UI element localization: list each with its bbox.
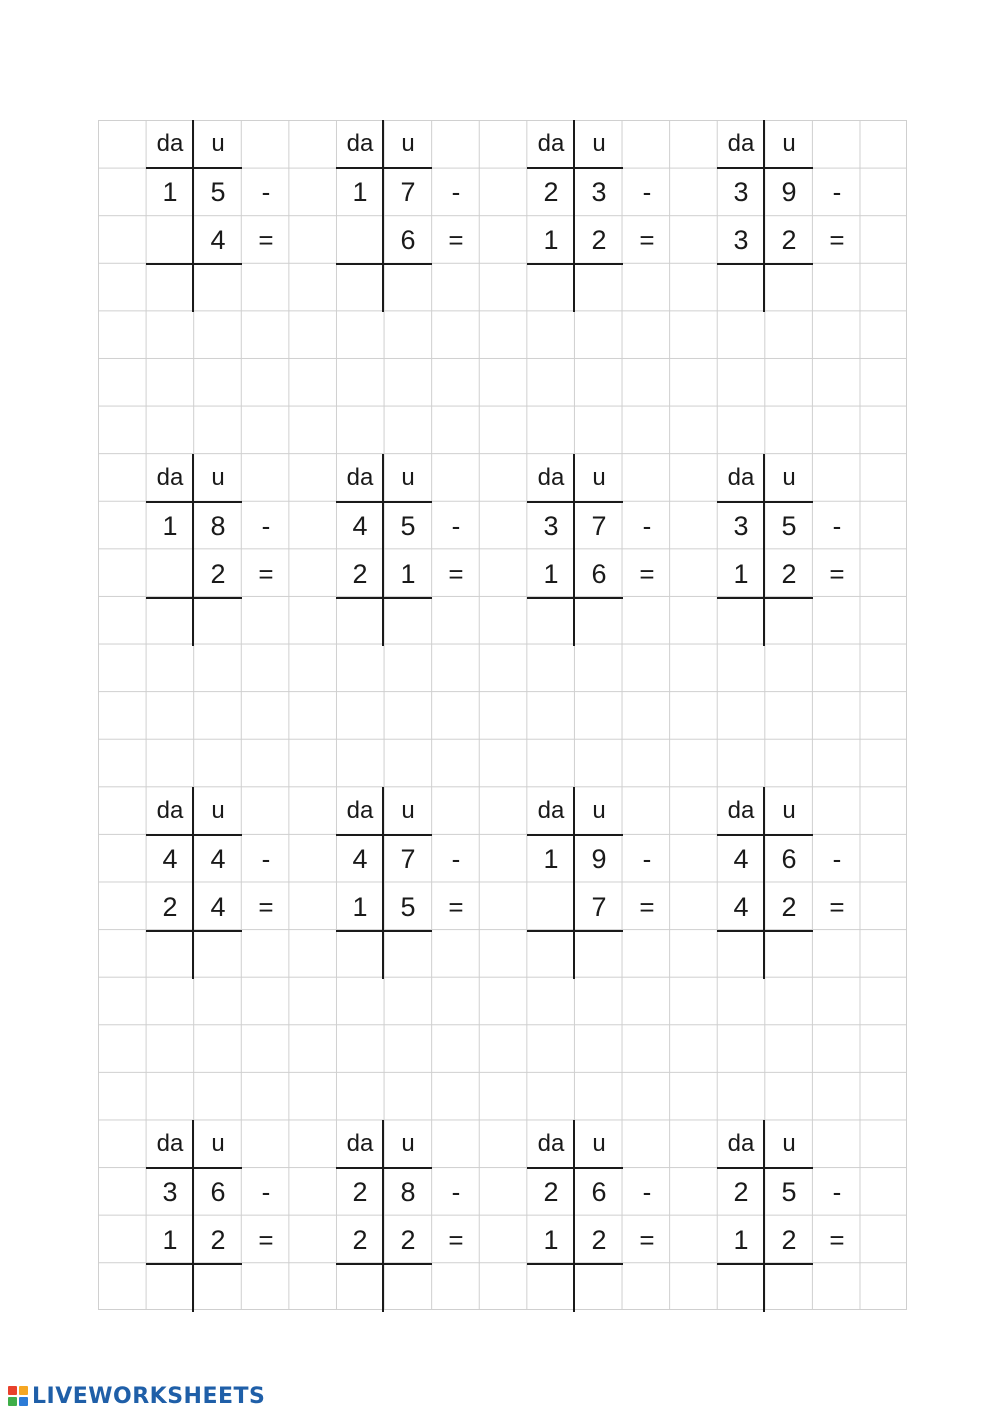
minuend-tens: 2 bbox=[543, 176, 559, 207]
equals-sign: = bbox=[639, 1225, 655, 1255]
units-header: u bbox=[401, 130, 415, 157]
units-header: u bbox=[211, 464, 225, 491]
minuend-tens: 3 bbox=[733, 176, 749, 207]
logo-blocks-icon bbox=[8, 1386, 28, 1406]
minuend-units: 5 bbox=[400, 510, 416, 541]
minuend-units: 7 bbox=[400, 176, 416, 207]
subtraction-problem bbox=[527, 120, 671, 312]
minuend-tens: 3 bbox=[162, 1176, 178, 1207]
column-divider bbox=[573, 120, 575, 312]
subtrahend-tens: 1 bbox=[162, 1224, 178, 1255]
subtrahend-tens: 1 bbox=[352, 891, 368, 922]
units-header: u bbox=[211, 130, 225, 157]
subtrahend-tens: 2 bbox=[352, 558, 368, 589]
minuend-units: 5 bbox=[781, 1176, 797, 1207]
minuend-tens: 2 bbox=[352, 1176, 368, 1207]
subtrahend-units: 2 bbox=[400, 1224, 416, 1255]
column-divider bbox=[763, 454, 765, 646]
tens-header: da bbox=[156, 130, 184, 157]
minuend-units: 5 bbox=[781, 510, 797, 541]
minus-sign: - bbox=[261, 177, 271, 207]
logo-block bbox=[19, 1386, 28, 1395]
subtrahend-units: 2 bbox=[781, 558, 797, 589]
subtrahend-units: 2 bbox=[591, 1224, 607, 1255]
tens-header: da bbox=[156, 797, 184, 824]
equals-sign: = bbox=[448, 559, 464, 589]
minuend-units: 7 bbox=[400, 843, 416, 874]
result-rule bbox=[717, 930, 813, 932]
subtraction-problem bbox=[336, 120, 480, 312]
minus-sign: - bbox=[261, 511, 271, 541]
header-rule bbox=[146, 501, 242, 503]
units-header: u bbox=[782, 1130, 796, 1157]
tens-header: da bbox=[346, 464, 374, 491]
subtrahend-units: 2 bbox=[781, 891, 797, 922]
subtraction-problem bbox=[336, 1120, 480, 1312]
subtrahend-units: 4 bbox=[210, 224, 226, 255]
column-divider bbox=[573, 787, 575, 979]
subtraction-problem bbox=[717, 787, 861, 979]
minuend-units: 9 bbox=[781, 176, 797, 207]
tens-header: da bbox=[346, 1130, 374, 1157]
units-header: u bbox=[592, 797, 606, 824]
result-rule bbox=[527, 930, 623, 932]
header-rule bbox=[146, 1167, 242, 1169]
subtrahend-units: 6 bbox=[591, 558, 607, 589]
tens-header: da bbox=[537, 1130, 565, 1157]
header-rule bbox=[146, 167, 242, 169]
header-rule bbox=[717, 834, 813, 836]
minus-sign: - bbox=[451, 844, 461, 874]
result-rule bbox=[146, 1263, 242, 1265]
subtrahend-tens: 1 bbox=[733, 558, 749, 589]
tens-header: da bbox=[727, 464, 755, 491]
minuend-tens: 4 bbox=[162, 843, 178, 874]
units-header: u bbox=[401, 1130, 415, 1157]
subtrahend-tens: 1 bbox=[543, 224, 559, 255]
result-rule bbox=[336, 930, 432, 932]
column-divider bbox=[763, 1120, 765, 1312]
minus-sign: - bbox=[261, 1177, 271, 1207]
result-rule bbox=[146, 263, 242, 265]
subtraction-problem bbox=[146, 1120, 290, 1312]
subtrahend-units: 2 bbox=[210, 1224, 226, 1255]
equals-sign: = bbox=[448, 1225, 464, 1255]
subtrahend-tens bbox=[527, 883, 575, 931]
result-rule bbox=[336, 263, 432, 265]
units-header: u bbox=[401, 464, 415, 491]
result-rule bbox=[527, 1263, 623, 1265]
equals-sign: = bbox=[448, 225, 464, 255]
logo-block bbox=[8, 1386, 17, 1395]
result-rule bbox=[717, 597, 813, 599]
minus-sign: - bbox=[832, 177, 842, 207]
minuend-units: 4 bbox=[210, 843, 226, 874]
subtraction-problem bbox=[717, 454, 861, 646]
subtraction-problem bbox=[146, 454, 290, 646]
column-divider bbox=[192, 120, 194, 312]
tens-header: da bbox=[727, 130, 755, 157]
subtraction-problem bbox=[527, 1120, 671, 1312]
minus-sign: - bbox=[832, 844, 842, 874]
minuend-units: 6 bbox=[781, 843, 797, 874]
subtrahend-units: 2 bbox=[781, 224, 797, 255]
subtrahend-units: 1 bbox=[400, 558, 416, 589]
minuend-tens: 4 bbox=[733, 843, 749, 874]
subtrahend-tens: 2 bbox=[352, 1224, 368, 1255]
equals-sign: = bbox=[258, 225, 274, 255]
subtraction-problem bbox=[146, 120, 290, 312]
equals-sign: = bbox=[258, 559, 274, 589]
units-header: u bbox=[211, 1130, 225, 1157]
equals-sign: = bbox=[639, 559, 655, 589]
column-divider bbox=[192, 454, 194, 646]
subtrahend-tens: 1 bbox=[543, 558, 559, 589]
equals-sign: = bbox=[258, 892, 274, 922]
equals-sign: = bbox=[829, 1225, 845, 1255]
equals-sign: = bbox=[829, 892, 845, 922]
subtrahend-tens: 2 bbox=[162, 891, 178, 922]
column-divider bbox=[382, 787, 384, 979]
equals-sign: = bbox=[639, 892, 655, 922]
minuend-units: 3 bbox=[591, 176, 607, 207]
tens-header: da bbox=[346, 130, 374, 157]
result-rule bbox=[336, 1263, 432, 1265]
tens-header: da bbox=[537, 797, 565, 824]
subtrahend-tens bbox=[146, 550, 194, 598]
subtrahend-units: 2 bbox=[591, 224, 607, 255]
header-rule bbox=[336, 1167, 432, 1169]
header-rule bbox=[336, 834, 432, 836]
units-header: u bbox=[782, 464, 796, 491]
header-rule bbox=[717, 501, 813, 503]
header-rule bbox=[336, 501, 432, 503]
subtraction-problem bbox=[336, 454, 480, 646]
header-rule bbox=[717, 167, 813, 169]
brand-name: LIVEWORKSHEETS bbox=[32, 1383, 266, 1409]
minus-sign: - bbox=[451, 511, 461, 541]
column-divider bbox=[763, 120, 765, 312]
equals-sign: = bbox=[639, 225, 655, 255]
header-rule bbox=[527, 834, 623, 836]
column-divider bbox=[382, 454, 384, 646]
subtraction-problem bbox=[146, 787, 290, 979]
tens-header: da bbox=[537, 130, 565, 157]
result-rule bbox=[717, 263, 813, 265]
subtrahend-units: 4 bbox=[210, 891, 226, 922]
tens-header: da bbox=[156, 1130, 184, 1157]
subtraction-problem bbox=[527, 454, 671, 646]
subtraction-problem bbox=[336, 787, 480, 979]
minuend-tens: 4 bbox=[352, 843, 368, 874]
minuend-tens: 1 bbox=[352, 176, 368, 207]
column-divider bbox=[763, 787, 765, 979]
minus-sign: - bbox=[451, 1177, 461, 1207]
tens-header: da bbox=[537, 464, 565, 491]
subtrahend-tens: 3 bbox=[733, 224, 749, 255]
column-divider bbox=[382, 120, 384, 312]
subtrahend-tens: 1 bbox=[733, 1224, 749, 1255]
minuend-units: 9 bbox=[591, 843, 607, 874]
subtrahend-units: 5 bbox=[400, 891, 416, 922]
subtraction-problem bbox=[717, 120, 861, 312]
tens-header: da bbox=[156, 464, 184, 491]
result-rule bbox=[527, 263, 623, 265]
header-rule bbox=[527, 1167, 623, 1169]
liveworksheets-logo bbox=[8, 1380, 265, 1412]
column-divider bbox=[573, 1120, 575, 1312]
result-rule bbox=[336, 597, 432, 599]
minus-sign: - bbox=[642, 511, 652, 541]
logo-block bbox=[8, 1397, 17, 1406]
equals-sign: = bbox=[448, 892, 464, 922]
minus-sign: - bbox=[832, 511, 842, 541]
column-divider bbox=[573, 454, 575, 646]
subtrahend-tens: 1 bbox=[543, 1224, 559, 1255]
minuend-tens: 1 bbox=[162, 176, 178, 207]
subtraction-problem bbox=[717, 1120, 861, 1312]
minuend-tens: 1 bbox=[543, 843, 559, 874]
units-header: u bbox=[782, 797, 796, 824]
minuend-units: 6 bbox=[210, 1176, 226, 1207]
result-rule bbox=[146, 930, 242, 932]
result-rule bbox=[527, 597, 623, 599]
column-divider bbox=[192, 1120, 194, 1312]
equals-sign: = bbox=[829, 559, 845, 589]
minuend-tens: 3 bbox=[543, 510, 559, 541]
column-divider bbox=[382, 1120, 384, 1312]
subtrahend-tens bbox=[146, 216, 194, 264]
header-rule bbox=[717, 1167, 813, 1169]
column-divider bbox=[192, 787, 194, 979]
minuend-units: 6 bbox=[591, 1176, 607, 1207]
minus-sign: - bbox=[261, 844, 271, 874]
minuend-tens: 1 bbox=[162, 510, 178, 541]
subtrahend-units: 6 bbox=[400, 224, 416, 255]
units-header: u bbox=[592, 130, 606, 157]
minuend-units: 8 bbox=[400, 1176, 416, 1207]
minuend-tens: 3 bbox=[733, 510, 749, 541]
header-rule bbox=[336, 167, 432, 169]
units-header: u bbox=[592, 1130, 606, 1157]
minuend-units: 8 bbox=[210, 510, 226, 541]
units-header: u bbox=[211, 797, 225, 824]
tens-header: da bbox=[346, 797, 374, 824]
header-rule bbox=[527, 501, 623, 503]
minuend-tens: 4 bbox=[352, 510, 368, 541]
subtrahend-tens: 4 bbox=[733, 891, 749, 922]
minus-sign: - bbox=[451, 177, 461, 207]
header-rule bbox=[146, 834, 242, 836]
minus-sign: - bbox=[642, 844, 652, 874]
equals-sign: = bbox=[829, 225, 845, 255]
header-rule bbox=[527, 167, 623, 169]
subtraction-problem bbox=[527, 787, 671, 979]
minus-sign: - bbox=[642, 1177, 652, 1207]
tens-header: da bbox=[727, 797, 755, 824]
worksheet-grid bbox=[98, 120, 907, 1310]
minus-sign: - bbox=[832, 1177, 842, 1207]
minus-sign: - bbox=[642, 177, 652, 207]
subtrahend-units: 2 bbox=[210, 558, 226, 589]
subtrahend-units: 2 bbox=[781, 1224, 797, 1255]
minuend-units: 7 bbox=[591, 510, 607, 541]
result-rule bbox=[146, 597, 242, 599]
equals-sign: = bbox=[258, 1225, 274, 1255]
result-rule bbox=[717, 1263, 813, 1265]
units-header: u bbox=[401, 797, 415, 824]
tens-header: da bbox=[727, 1130, 755, 1157]
subtrahend-units: 7 bbox=[591, 891, 607, 922]
units-header: u bbox=[592, 464, 606, 491]
minuend-tens: 2 bbox=[733, 1176, 749, 1207]
minuend-units: 5 bbox=[210, 176, 226, 207]
logo-block bbox=[19, 1397, 28, 1406]
units-header: u bbox=[782, 130, 796, 157]
subtrahend-tens bbox=[336, 216, 384, 264]
minuend-tens: 2 bbox=[543, 1176, 559, 1207]
